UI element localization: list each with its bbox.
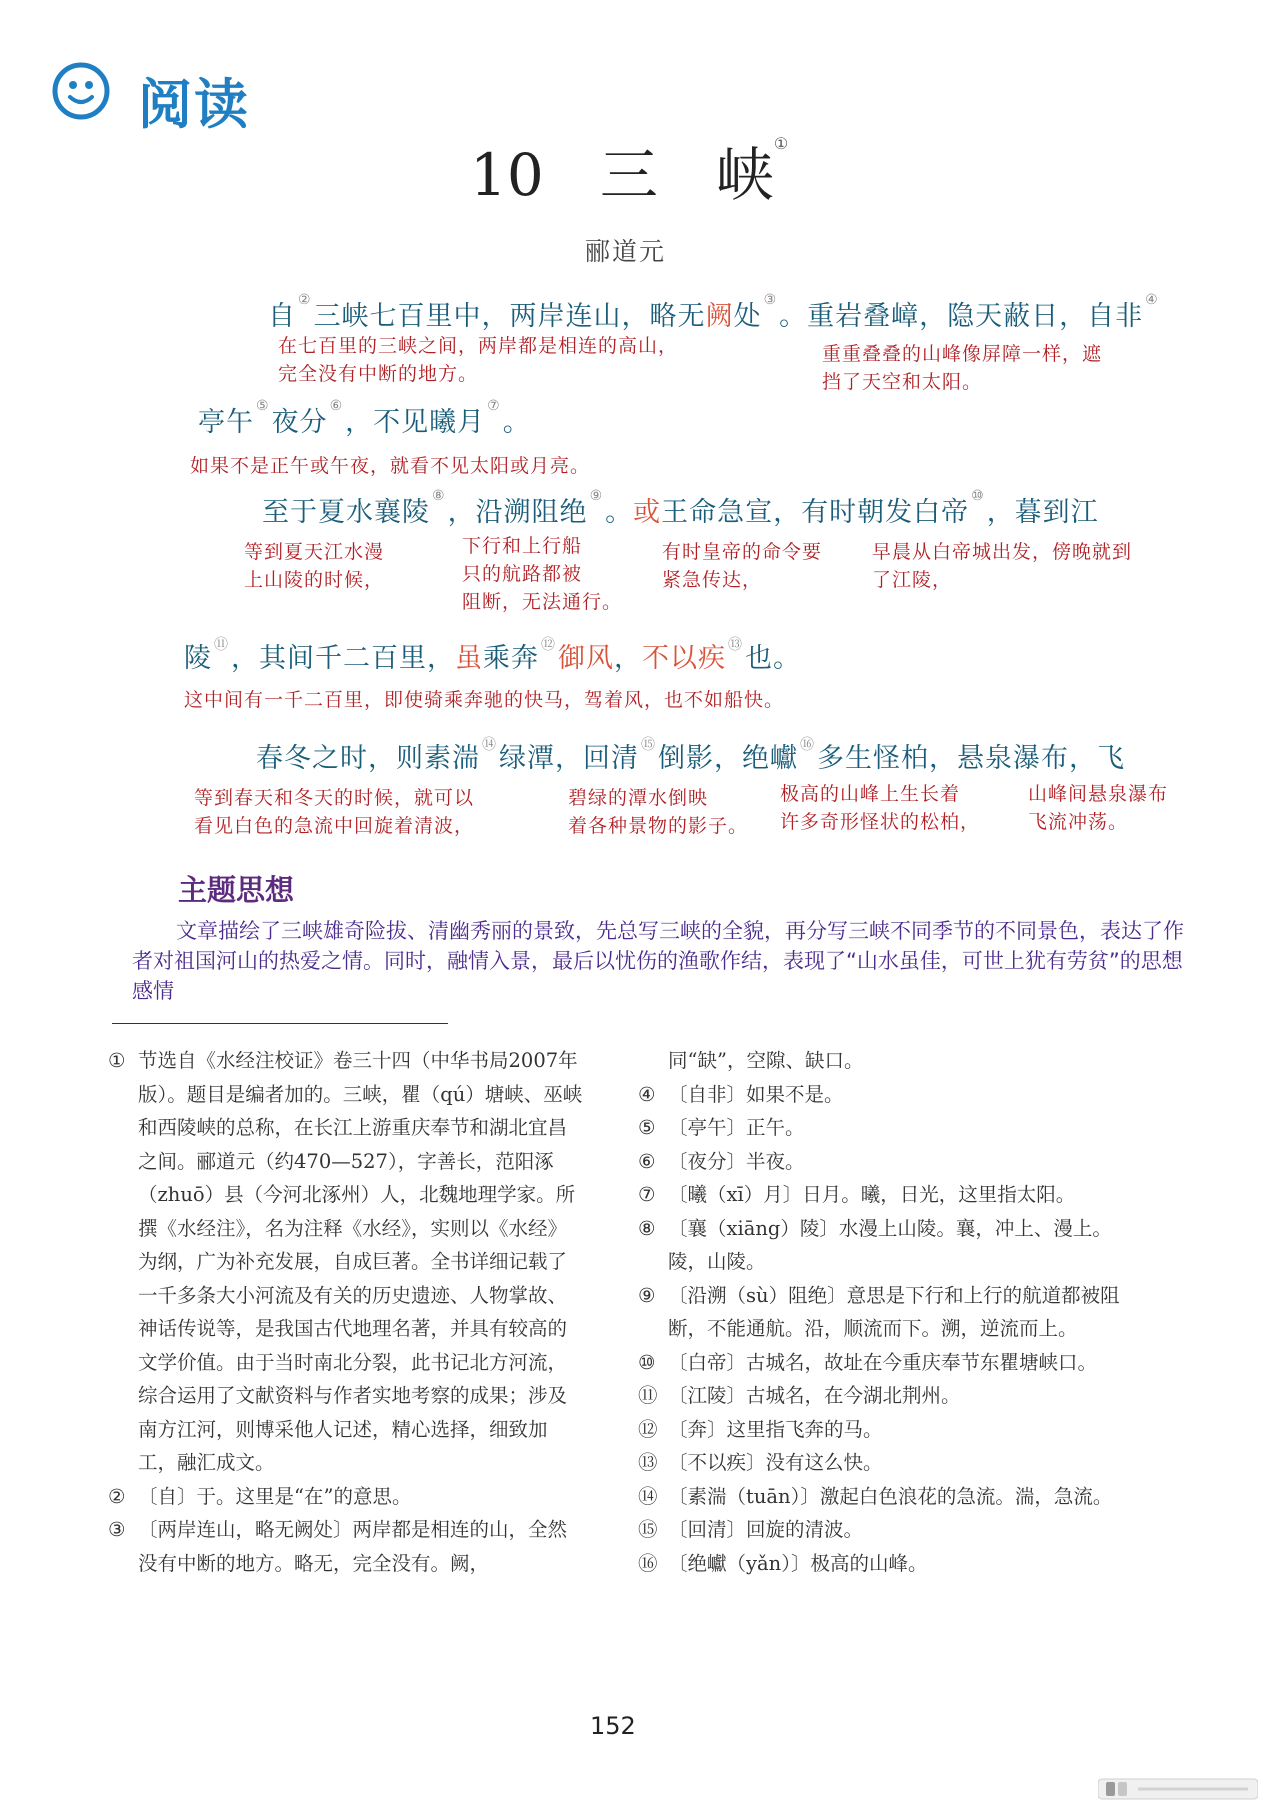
footnote-text: 〔江陵〕古城名，在今湖北荆州。 bbox=[668, 1384, 961, 1407]
footnote-text: 〔两岸连山，略无阙处〕两岸都是相连的山，全然没有中断的地方。略无，完全没有。阙， bbox=[138, 1518, 568, 1575]
highlight-word: 阙 bbox=[705, 301, 734, 332]
footnote-item bbox=[638, 1513, 1124, 1547]
annotation-line: 紧急传达， bbox=[662, 569, 763, 591]
author: 郦道元 bbox=[585, 237, 667, 266]
footnote-item bbox=[638, 1346, 1124, 1380]
highlight-word: 虽 bbox=[455, 643, 483, 674]
annotation-10 bbox=[568, 784, 748, 840]
footnote-marker[interactable]: ⑫ bbox=[541, 637, 556, 653]
text-segment: 春冬之时，则素湍 bbox=[256, 743, 480, 774]
annotation-line: 许多奇形怪状的松柏， bbox=[780, 811, 981, 833]
footnote-number: ⑫ bbox=[638, 1417, 658, 1441]
footnotes-left-column bbox=[108, 1044, 586, 1580]
passage-line-5 bbox=[256, 736, 1125, 775]
text-segment: 多生怪柏，悬泉瀑布，飞 bbox=[817, 743, 1125, 774]
annotation-line: 早晨从白帝城出发，傍晚就到 bbox=[872, 541, 1133, 563]
footnote-number: ⑧ bbox=[638, 1216, 656, 1240]
footnote-text: 〔曦（xī）月〕日月。曦，日光，这里指太阳。 bbox=[668, 1183, 1076, 1206]
page-number: 152 bbox=[590, 1712, 636, 1740]
annotation-line: 如果不是正午或午夜，就看不见太阳或月亮。 bbox=[190, 455, 591, 477]
footnote-marker[interactable]: ⑭ bbox=[482, 737, 497, 753]
smiley-icon bbox=[52, 62, 110, 120]
text-segment: 亭午 bbox=[198, 407, 254, 438]
text-segment: 三峡七百里中，两岸连山，略无 bbox=[313, 301, 706, 332]
footnote-text: 〔沿溯（sù）阻绝〕意思是下行和上行的航道都被阻断，不能通航。沿，顺流而下。溯，逆流而上。 bbox=[668, 1283, 1120, 1340]
title-char-1: 三 bbox=[599, 141, 658, 209]
footnote-item bbox=[638, 1044, 1124, 1078]
footnote-number: ② bbox=[108, 1484, 126, 1508]
footnote-number: ① bbox=[108, 1049, 126, 1072]
footnote-text: 〔襄（xiāng）陵〕水漫上山陵。襄，冲上、漫上。陵，山陵。 bbox=[668, 1216, 1112, 1273]
annotation-3 bbox=[190, 452, 590, 480]
annotation-line: 极高的山峰上生长着 bbox=[780, 783, 961, 805]
footnote-text: 〔亭午〕正午。 bbox=[668, 1116, 805, 1139]
passage-line-4 bbox=[184, 636, 801, 675]
footnote-item bbox=[108, 1513, 586, 1580]
annotation-line: 飞流冲荡。 bbox=[1028, 811, 1129, 833]
theme-title: 主题思想 bbox=[178, 873, 295, 907]
annotation-line: 看见白色的急流中回旋着清波， bbox=[194, 815, 475, 837]
passage-line-1 bbox=[268, 294, 1161, 333]
footnote-text: 〔不以疾〕没有这么快。 bbox=[668, 1451, 883, 1474]
footnote-number: ⑯ bbox=[638, 1551, 658, 1575]
scroll-toggle-icon[interactable] bbox=[1098, 1778, 1258, 1800]
footnote-item bbox=[638, 1111, 1124, 1145]
footnote-item bbox=[638, 1379, 1124, 1413]
footnote-item bbox=[638, 1212, 1124, 1279]
footnote-text: 〔自〕于。这里是“在”的意思。 bbox=[138, 1484, 412, 1508]
footnote-item bbox=[108, 1480, 586, 1514]
footnote-number: ④ bbox=[638, 1082, 656, 1106]
annotation-line: 等到春天和冬天的时候，就可以 bbox=[194, 787, 475, 809]
footnote-text: 〔绝巘（yǎn）〕极高的山峰。 bbox=[668, 1551, 928, 1575]
annotation-line: 阻断，无法通行。 bbox=[462, 591, 623, 613]
annotation-line: 碧绿的潭水倒映 bbox=[568, 787, 709, 809]
annotation-4 bbox=[244, 538, 384, 594]
footnote-text: 同“缺”，空隙、缺口。 bbox=[668, 1049, 864, 1072]
text-segment: 陵 bbox=[184, 643, 212, 674]
footnote-text: 〔夜分〕半夜。 bbox=[668, 1149, 805, 1173]
annotation-line: 下行和上行船 bbox=[462, 535, 583, 557]
text-segment: 倒影，绝巘 bbox=[658, 743, 798, 774]
text-segment: ， bbox=[614, 643, 642, 674]
text-segment: 。 bbox=[605, 497, 634, 528]
footnote-text: 节选自《水经注校证》卷三十四（中华书局2007年版）。题目是编者加的。三峡，瞿（qú）塘峡、巫峡和西陵峡的总称，在长江上游重庆奉节和湖北宜昌之间。郦道元（约470—527），字善长，范阳涿（zhuō）县（今河北涿州）人，北魏地理学家。所撰《水经注》，名为注释《水经》，实则以《水经》为纲，广为补充发展，自成巨著。全书详细记载了一千多条大小河流及有关的历史遗迹、人物掌故、神话传说等，是我国古代地理名著，并具有较高的文学价值。由于当时南北分裂，此书记北方河流，综合运用了文献资料与作者实地考察的成果；涉及南方江河，则博采他人记述，精心选择，细致加工，融汇成文。 bbox=[138, 1049, 583, 1474]
text-segment: 也。 bbox=[745, 643, 801, 674]
text-segment: ，沿溯阻绝 bbox=[447, 497, 588, 528]
footnote-number bbox=[638, 1044, 668, 1078]
footnote-item bbox=[638, 1547, 1124, 1581]
footnote-marker[interactable]: ⑤ bbox=[256, 398, 270, 414]
footnote-marker[interactable]: ④ bbox=[1145, 292, 1159, 308]
footnote-text: 〔白帝〕古城名，故址在今重庆奉节东瞿塘峡口。 bbox=[668, 1350, 1098, 1374]
title-char-2: 峡 bbox=[715, 141, 774, 209]
annotation-1 bbox=[278, 332, 678, 388]
passage-line-2 bbox=[198, 400, 531, 439]
footnote-item bbox=[638, 1078, 1124, 1112]
footnote-number: ⑩ bbox=[638, 1350, 656, 1374]
footnote-item bbox=[638, 1279, 1124, 1346]
annotation-line: 上山陵的时候， bbox=[244, 569, 385, 591]
footnote-text: 〔回清〕回旋的清波。 bbox=[668, 1518, 864, 1541]
footnote-item bbox=[108, 1044, 586, 1480]
text-segment: ，暮到江 bbox=[986, 497, 1099, 528]
section-label: 阅读 bbox=[138, 72, 250, 136]
text-segment: 处 bbox=[733, 301, 762, 332]
text-segment: ，不见曦月 bbox=[345, 407, 486, 438]
footnote-number: ⑦ bbox=[638, 1183, 656, 1206]
footnote-item bbox=[638, 1178, 1124, 1212]
annotation-line: 完全没有中断的地方。 bbox=[278, 363, 479, 385]
footnote-number: ③ bbox=[108, 1518, 126, 1541]
footnote-item bbox=[638, 1413, 1124, 1447]
lesson-title bbox=[470, 128, 788, 212]
footnote-marker[interactable]: ⑧ bbox=[432, 488, 446, 504]
highlight-word: 御风 bbox=[558, 643, 614, 674]
annotation-line: 等到夏天江水漫 bbox=[244, 541, 385, 563]
text-segment: 至于夏水襄陵 bbox=[262, 497, 430, 528]
text-segment: 自 bbox=[268, 301, 296, 332]
text-segment: 。重岩叠嶂，隐天蔽日，自非 bbox=[779, 301, 1144, 332]
highlight-word: 不以疾 bbox=[642, 643, 726, 674]
footnote-number: ⑮ bbox=[638, 1518, 658, 1541]
annotation-2 bbox=[822, 340, 1102, 396]
annotation-11 bbox=[780, 780, 980, 836]
footnotes-right-column bbox=[638, 1044, 1124, 1580]
lesson-number: 10 bbox=[470, 141, 544, 209]
footnote-marker[interactable]: ② bbox=[298, 292, 312, 308]
footnote-item bbox=[638, 1446, 1124, 1480]
text-segment: ，其间千二百里， bbox=[231, 643, 455, 674]
footnote-marker[interactable]: ⑨ bbox=[589, 488, 604, 504]
footnote-number: ⑪ bbox=[638, 1384, 658, 1407]
annotation-line: 在七百里的三峡之间，两岸都是相连的高山， bbox=[278, 335, 679, 357]
footnote-marker[interactable]: ⑯ bbox=[800, 737, 815, 753]
annotation-line: 了江陵， bbox=[872, 569, 953, 591]
footnote-marker[interactable]: ⑪ bbox=[214, 637, 229, 653]
footnote-item bbox=[638, 1480, 1124, 1514]
footnote-marker[interactable]: ⑥ bbox=[329, 398, 344, 414]
footnote-text: 〔奔〕这里指飞奔的马。 bbox=[668, 1417, 883, 1441]
annotation-line: 着各种景物的影子。 bbox=[568, 815, 749, 837]
title-footnote-marker[interactable]: ① bbox=[773, 134, 789, 153]
footnote-number: ⑥ bbox=[638, 1149, 656, 1173]
annotation-5 bbox=[462, 532, 622, 616]
annotation-line: 有时皇帝的命令要 bbox=[662, 541, 823, 563]
footnote-number: ⑤ bbox=[638, 1116, 656, 1139]
passage-line-3 bbox=[262, 490, 1099, 529]
footnote-number: ⑨ bbox=[638, 1283, 656, 1307]
footnote-number: ⑭ bbox=[638, 1484, 658, 1508]
text-segment: 王命急宣，有时朝发白帝 bbox=[661, 497, 970, 528]
text-segment: 夜分 bbox=[271, 407, 328, 438]
annotation-9 bbox=[194, 784, 474, 840]
annotation-line: 挡了天空和太阳。 bbox=[822, 371, 983, 393]
footnote-marker[interactable]: ⑦ bbox=[487, 398, 501, 414]
footnote-marker[interactable]: ⑩ bbox=[971, 488, 985, 504]
footnote-text: 〔自非〕如果不是。 bbox=[668, 1082, 844, 1106]
footnote-item bbox=[638, 1145, 1124, 1179]
footnote-marker[interactable]: ⑬ bbox=[728, 637, 743, 653]
footnote-text: 〔素湍（tuān）〕激起白色浪花的急流。湍，急流。 bbox=[668, 1484, 1113, 1508]
text-segment: 绿潭，回清 bbox=[499, 743, 639, 774]
footnote-divider bbox=[112, 1023, 448, 1024]
annotation-line: 山峰间悬泉瀑布 bbox=[1028, 783, 1169, 805]
text-segment: 。 bbox=[502, 407, 531, 438]
highlight-word: 或 bbox=[633, 497, 662, 528]
annotation-6 bbox=[662, 538, 822, 594]
footnote-marker[interactable]: ⑮ bbox=[641, 737, 656, 753]
annotation-line: 这中间有一千二百里，即使骑乘奔驰的快马，驾着风，也不如船快。 bbox=[184, 689, 785, 711]
annotation-7 bbox=[872, 538, 1132, 594]
annotation-line: 只的航路都被 bbox=[462, 563, 583, 585]
footnote-marker[interactable]: ③ bbox=[763, 292, 778, 308]
annotation-8 bbox=[184, 686, 784, 714]
footnote-number: ⑬ bbox=[638, 1451, 658, 1474]
annotation-12 bbox=[1028, 780, 1168, 836]
annotation-line: 重重叠叠的山峰像屏障一样，遮 bbox=[822, 343, 1103, 365]
theme-body: 文章描绘了三峡雄奇险拔、清幽秀丽的景致，先总写三峡的全貌，再分写三峡不同季节的不同景色，表达了作者对祖国河山的热爱之情。同时，融情入景，最后以忧伤的渔歌作结，表现了“山水虽佳，可世上犹有劳贫”的思想感情 bbox=[132, 919, 1184, 1003]
text-segment: 乘奔 bbox=[483, 643, 539, 674]
